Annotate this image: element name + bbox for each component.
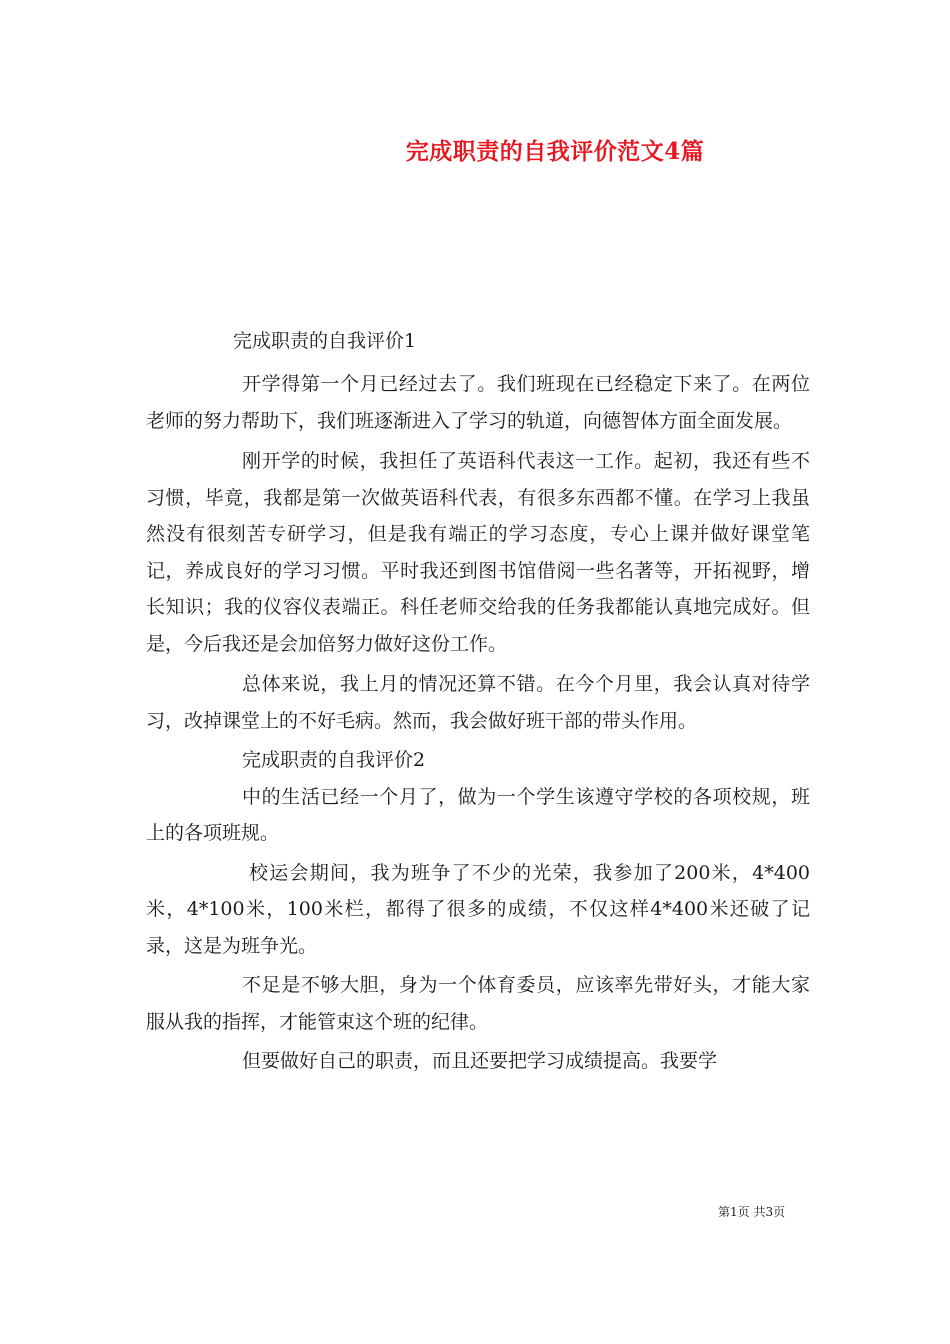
paragraph-1: 开学得第一个月已经过去了。我们班现在已经稳定下来了。在两位老师的努力帮助下，我们班逐渐进入了学习的轨道，向德智体方面全面发展。 — [146, 373, 810, 432]
section-heading-2: 完成职责的自我评价2 — [242, 749, 426, 771]
paragraph-7: 但要做好自己的职责，而且还要把学习成绩提高。我要学 — [242, 1050, 718, 1072]
paragraph-4: 中的生活已经一个月了，做为一个学生该遵守学校的各项校规，班上的各项班规。 — [146, 785, 810, 844]
section-heading-1: 完成职责的自我评价1 — [233, 330, 417, 352]
paragraph-5: 校运会期间，我为班争了不少的光荣，我参加了200米，4*400米，4*100米，100米栏，都得了很多的成绩，不仅这样4*400米还破了记录，这是为班争光。 — [146, 861, 810, 957]
paragraph-6: 不足是不够大胆，身为一个体育委员，应该率先带好头，才能大家服从我的指挥，才能管束这个班的纪律。 — [146, 974, 810, 1033]
paragraph-2: 刚开学的时候，我担任了英语科代表这一工作。起初，我还有些不习惯，毕竟，我都是第一次做英语科代表，有很多东西都不懂。在学习上我虽然没有很刻苦专研学习，但是我有端正的学习态度，专心上课并做好课堂笔记，养成良好的学习习惯。平时我还到图书馆借阅一些名著等，开拓视野，增长知识；我的仪容仪表端正。科任老师交给我的任务我都能认真地完成好。但是，今后我还是会加倍努力做好这份工作。 — [146, 450, 810, 655]
page-number-footer: 第1页 共3页 — [718, 1205, 786, 1219]
document-title: 完成职责的自我评价范文4篇 — [405, 138, 705, 165]
paragraph-3: 总体来说，我上月的情况还算不错。在今个月里，我会认真对待学习，改掉课堂上的不好毛病。然而，我会做好班干部的带头作用。 — [146, 673, 810, 732]
body-block — [146, 366, 810, 1080]
